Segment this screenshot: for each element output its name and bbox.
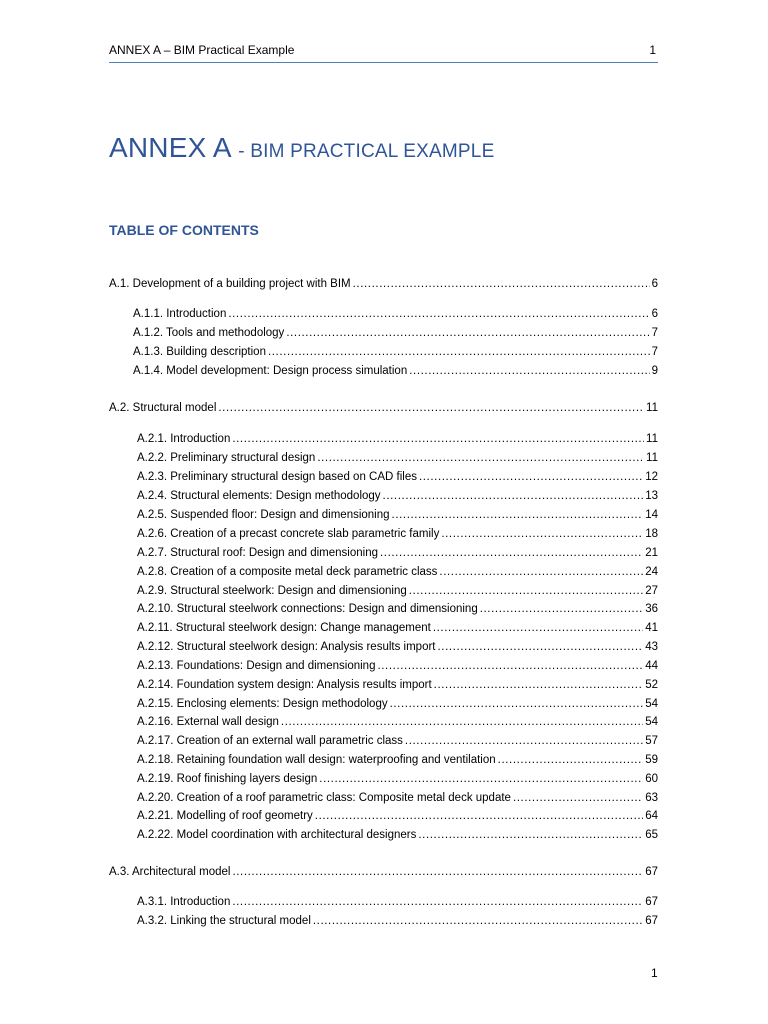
toc-entry-page: 63 — [645, 792, 658, 804]
toc-entry-label: A.1.3. Building description — [133, 346, 266, 358]
header-title: ANNEX A – BIM Practical Example — [109, 43, 295, 57]
toc-leader-dots — [409, 583, 643, 599]
toc-leader-dots — [390, 696, 644, 712]
toc-entry-page: 7 — [651, 327, 658, 339]
toc-leader-dots — [439, 564, 643, 580]
toc-entry-page: 11 — [646, 433, 658, 445]
toc-leader-dots — [383, 488, 644, 504]
toc-entry-label: A.1.2. Tools and methodology — [133, 327, 285, 339]
toc-leader-dots — [409, 363, 649, 379]
toc-entry[interactable] — [137, 450, 658, 466]
toc-leader-dots — [418, 827, 643, 843]
page-title — [109, 132, 494, 164]
toc-entry[interactable] — [137, 526, 658, 542]
toc-entry-label: A.2.13. Foundations: Design and dimensioning — [137, 660, 376, 672]
toc-entry[interactable] — [137, 469, 658, 485]
toc-entry[interactable] — [137, 431, 658, 447]
toc-entry-page: 9 — [651, 365, 658, 377]
title-main: ANNEX A — [109, 132, 231, 163]
toc-entry[interactable] — [109, 864, 658, 880]
toc-entry[interactable] — [137, 771, 658, 787]
toc-entry[interactable] — [137, 790, 658, 806]
toc-entry-label: A.2.4. Structural elements: Design methodology — [137, 490, 381, 502]
toc-leader-dots — [480, 601, 643, 617]
toc-leader-dots — [319, 771, 643, 787]
toc-entry[interactable] — [133, 344, 658, 360]
toc-entry-label: A.2. Structural model — [109, 402, 217, 414]
toc-leader-dots — [392, 507, 644, 523]
toc-entry-page: 41 — [645, 622, 658, 634]
toc-entry[interactable] — [137, 545, 658, 561]
toc-entry-page: 6 — [651, 278, 658, 290]
toc-leader-dots — [513, 790, 643, 806]
toc-leader-dots — [380, 545, 643, 561]
toc-entry-page: 12 — [645, 471, 658, 483]
toc-leader-dots — [419, 469, 643, 485]
title-subtitle: - BIM PRACTICAL EXAMPLE — [238, 141, 495, 162]
toc-entry-page: 52 — [645, 679, 658, 691]
toc-entry-page: 60 — [645, 773, 658, 785]
toc-leader-dots — [228, 306, 649, 322]
toc-entry-page: 27 — [645, 585, 658, 597]
toc-entry[interactable] — [137, 488, 658, 504]
toc-leader-dots — [286, 325, 649, 341]
toc-entry-page: 64 — [645, 810, 658, 822]
toc-entry-label: A.2.8. Creation of a composite metal deck parametric class — [137, 566, 438, 578]
toc-entry-label: A.3.2. Linking the structural model — [137, 915, 311, 927]
toc-entry-page: 65 — [645, 829, 658, 841]
toc-entry-label: A.1.4. Model development: Design process simulation — [133, 365, 408, 377]
toc-leader-dots — [433, 620, 643, 636]
toc-leader-dots — [441, 526, 643, 542]
toc-entry-page: 43 — [645, 641, 658, 653]
toc-leader-dots — [268, 344, 650, 360]
toc-entry-label: A.2.9. Structural steelwork: Design and dimensioning — [137, 585, 407, 597]
toc-entry-label: A.2.15. Enclosing elements: Design methodology — [137, 698, 388, 710]
toc-leader-dots — [353, 276, 650, 292]
toc-entry-label: A.2.6. Creation of a precast concrete slab parametric family — [137, 528, 440, 540]
toc-entry[interactable] — [109, 400, 658, 416]
toc-entry-page: 6 — [651, 308, 658, 320]
footer-page-number: 1 — [651, 966, 658, 980]
toc-entry[interactable] — [137, 601, 658, 617]
header-page-number: 1 — [649, 43, 656, 57]
toc-leader-dots — [405, 733, 643, 749]
toc-leader-dots — [232, 431, 644, 447]
toc-entry-page: 11 — [646, 402, 658, 414]
running-header — [109, 42, 658, 63]
toc-entry-page: 67 — [645, 896, 658, 908]
toc-leader-dots — [315, 808, 643, 824]
toc-entry-page: 44 — [645, 660, 658, 672]
toc-entry-label: A.2.11. Structural steelwork design: Change management — [137, 622, 431, 634]
toc-entry-label: A.1.1. Introduction — [133, 308, 227, 320]
toc-entry[interactable] — [133, 325, 658, 341]
toc-entry-page: 59 — [645, 754, 658, 766]
toc-entry[interactable] — [137, 639, 658, 655]
toc-entry-label: A.2.14. Foundation system design: Analysis results import — [137, 679, 432, 691]
toc-entry-page: 54 — [645, 698, 658, 710]
toc-entry-page: 54 — [645, 716, 658, 728]
toc-entry-page: 57 — [645, 735, 658, 747]
toc-entry-page: 24 — [645, 566, 658, 578]
toc-entry-page: 14 — [645, 509, 658, 521]
toc-entry-page: 13 — [645, 490, 658, 502]
toc-entry-label: A.2.16. External wall design — [137, 716, 279, 728]
toc-entry-label: A.2.12. Structural steelwork design: Analysis results import — [137, 641, 436, 653]
toc-leader-dots — [377, 658, 643, 674]
toc-entry[interactable] — [137, 894, 658, 910]
toc-entry[interactable] — [137, 507, 658, 523]
toc-entry[interactable] — [137, 658, 658, 674]
toc-entry[interactable] — [133, 363, 658, 379]
toc-entry[interactable] — [137, 714, 658, 730]
toc-entry[interactable] — [137, 733, 658, 749]
toc-entry-page: 67 — [645, 915, 658, 927]
toc-entry[interactable] — [137, 677, 658, 693]
toc-entry-label: A.1. Development of a building project with BIM — [109, 278, 351, 290]
toc-entry-page: 11 — [646, 452, 658, 464]
toc-leader-dots — [498, 752, 644, 768]
toc-leader-dots — [218, 400, 644, 416]
toc-entry-label: A.2.22. Model coordination with architectural designers — [137, 829, 417, 841]
toc-leader-dots — [313, 913, 643, 929]
toc-entry[interactable] — [137, 913, 658, 929]
toc-entry-label: A.2.5. Suspended floor: Design and dimensioning — [137, 509, 390, 521]
toc-leader-dots — [232, 894, 643, 910]
toc-entry-page: 21 — [645, 547, 658, 559]
toc-leader-dots — [438, 639, 644, 655]
toc-entry-page: 36 — [645, 603, 658, 615]
toc-leader-dots — [232, 864, 643, 880]
toc-entry-label: A.2.2. Preliminary structural design — [137, 452, 316, 464]
toc-entry[interactable] — [137, 696, 658, 712]
toc-entry-page: 67 — [645, 866, 658, 878]
toc-entry-label: A.2.17. Creation of an external wall parametric class — [137, 735, 403, 747]
toc-entry-label: A.2.1. Introduction — [137, 433, 231, 445]
toc-entry[interactable] — [137, 752, 658, 768]
toc-leader-dots — [317, 450, 644, 466]
toc-entry-label: A.2.19. Roof finishing layers design — [137, 773, 318, 785]
toc-entry-label: A.2.21. Modelling of roof geometry — [137, 810, 313, 822]
toc-entry-page: 18 — [645, 528, 658, 540]
toc-entry[interactable] — [133, 306, 658, 322]
toc-entry[interactable] — [109, 276, 658, 292]
toc-heading: TABLE OF CONTENTS — [109, 222, 259, 238]
toc-entry-label: A.3.1. Introduction — [137, 896, 231, 908]
toc-leader-dots — [434, 677, 644, 693]
toc-entry[interactable] — [137, 564, 658, 580]
toc-entry-page: 7 — [651, 346, 658, 358]
toc-entry[interactable] — [137, 620, 658, 636]
toc-entry-label: A.2.3. Preliminary structural design based on CAD files — [137, 471, 417, 483]
toc-entry-label: A.2.20. Creation of a roof parametric class: Composite metal deck update — [137, 792, 511, 804]
toc-leader-dots — [281, 714, 643, 730]
toc-entry[interactable] — [137, 808, 658, 824]
toc-entry-label: A.3. Architectural model — [109, 866, 231, 878]
toc-entry[interactable] — [137, 583, 658, 599]
toc-entry[interactable] — [137, 827, 658, 843]
toc-entry-label: A.2.7. Structural roof: Design and dimensioning — [137, 547, 378, 559]
toc-entry-label: A.2.18. Retaining foundation wall design: waterproofing and ventilation — [137, 754, 496, 766]
toc-entry-label: A.2.10. Structural steelwork connections: Design and dimensioning — [137, 603, 478, 615]
